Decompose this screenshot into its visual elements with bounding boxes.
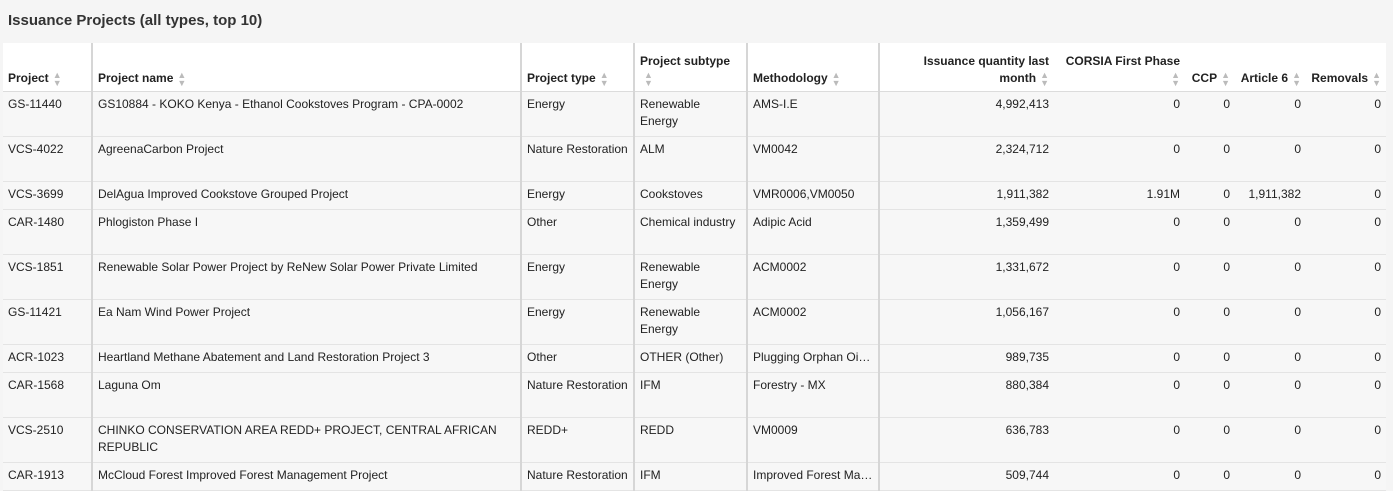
- cell-project: VCS-2510: [3, 418, 92, 463]
- column-header-project[interactable]: Project ▲ ▼: [3, 43, 92, 92]
- cell-methodology: VM0009: [747, 418, 879, 463]
- cell-project-subtype: Chemical industry: [634, 210, 747, 255]
- cell-project-subtype: Renewable Energy: [634, 300, 747, 345]
- cell-article6: 0: [1235, 92, 1306, 137]
- column-header-removals[interactable]: Removals ▲ ▼: [1306, 43, 1386, 92]
- sort-icon[interactable]: ▲ ▼: [177, 69, 187, 88]
- cell-project-type: Energy: [521, 255, 634, 300]
- cell-article6: 0: [1235, 463, 1306, 491]
- cell-article6: 0: [1235, 210, 1306, 255]
- cell-methodology: ACM0002: [747, 255, 879, 300]
- cell-project-subtype: IFM: [634, 463, 747, 491]
- cell-issuance: 636,783: [879, 418, 1054, 463]
- cell-project-subtype: OTHER (Other): [634, 345, 747, 373]
- cell-project-subtype: IFM: [634, 373, 747, 418]
- cell-project: CAR-1568: [3, 373, 92, 418]
- cell-issuance: 880,384: [879, 373, 1054, 418]
- cell-issuance: 4,992,413: [879, 92, 1054, 137]
- table-row[interactable]: [3, 182, 1386, 210]
- table-row[interactable]: [3, 418, 1386, 463]
- sort-icon[interactable]: ▲ ▼: [52, 69, 62, 88]
- cell-corsia: 0: [1054, 255, 1185, 300]
- cell-methodology: Forestry - MX: [747, 373, 879, 418]
- cell-project-type: Other: [521, 210, 634, 255]
- table-row[interactable]: [3, 463, 1386, 491]
- cell-project-name: Ea Nam Wind Power Project: [92, 300, 521, 345]
- cell-project-subtype: ALM: [634, 137, 747, 182]
- cell-project-name: CHINKO CONSERVATION AREA REDD+ PROJECT, CENTRAL AFRICAN REPUBLIC: [92, 418, 521, 463]
- sort-icon[interactable]: ▲ ▼: [831, 69, 841, 88]
- cell-ccp: 0: [1185, 300, 1235, 345]
- cell-project-subtype: Cookstoves: [634, 182, 747, 210]
- cell-ccp: 0: [1185, 463, 1235, 491]
- cell-project-subtype: Renewable Energy: [634, 255, 747, 300]
- cell-project: CAR-1913: [3, 463, 92, 491]
- column-header-project-type[interactable]: Project type ▲ ▼: [521, 43, 634, 92]
- cell-corsia: 0: [1054, 345, 1185, 373]
- cell-corsia: 0: [1054, 137, 1185, 182]
- cell-issuance: 989,735: [879, 345, 1054, 373]
- cell-methodology: AMS-I.E: [747, 92, 879, 137]
- cell-methodology: Improved Forest Ma…: [747, 463, 879, 491]
- cell-project-subtype: REDD: [634, 418, 747, 463]
- column-header-ccp[interactable]: CCP ▲ ▼: [1185, 43, 1235, 92]
- cell-ccp: 0: [1185, 345, 1235, 373]
- sort-icon[interactable]: ▲ ▼: [599, 69, 609, 88]
- cell-project-name: AgreenaCarbon Project: [92, 137, 521, 182]
- cell-project-type: REDD+: [521, 418, 634, 463]
- cell-corsia: 0: [1054, 92, 1185, 137]
- cell-article6: 1,911,382: [1235, 182, 1306, 210]
- sort-icon[interactable]: ▲ ▼: [1171, 69, 1180, 88]
- cell-methodology: Adipic Acid: [747, 210, 879, 255]
- cell-project: GS-11440: [3, 92, 92, 137]
- table-row[interactable]: [3, 345, 1386, 373]
- cell-corsia: 0: [1054, 463, 1185, 491]
- cell-project-type: Energy: [521, 182, 634, 210]
- cell-removals: 0: [1306, 182, 1386, 210]
- cell-ccp: 0: [1185, 255, 1235, 300]
- table-row[interactable]: [3, 300, 1386, 345]
- cell-removals: 0: [1306, 92, 1386, 137]
- cell-project-type: Energy: [521, 300, 634, 345]
- table-row[interactable]: [3, 92, 1386, 137]
- sort-icon[interactable]: ▲ ▼: [1221, 69, 1230, 88]
- cell-corsia: 0: [1054, 418, 1185, 463]
- issuance-table: [3, 43, 1386, 491]
- table-row[interactable]: [3, 255, 1386, 300]
- cell-article6: 0: [1235, 345, 1306, 373]
- cell-issuance: 1,331,672: [879, 255, 1054, 300]
- cell-ccp: 0: [1185, 373, 1235, 418]
- column-header-article6[interactable]: Article 6 ▲ ▼: [1235, 43, 1306, 92]
- cell-ccp: 0: [1185, 418, 1235, 463]
- table-row[interactable]: [3, 373, 1386, 418]
- cell-removals: 0: [1306, 300, 1386, 345]
- column-header-project-subtype[interactable]: Project subtype▲ ▼: [634, 43, 747, 92]
- cell-project: ACR-1023: [3, 345, 92, 373]
- cell-project-name: Heartland Methane Abatement and Land Restoration Project 3: [92, 345, 521, 373]
- cell-project-type: Other: [521, 345, 634, 373]
- cell-issuance: 1,056,167: [879, 300, 1054, 345]
- column-header-methodology[interactable]: Methodology ▲ ▼: [747, 43, 879, 92]
- cell-article6: 0: [1235, 418, 1306, 463]
- cell-project: GS-11421: [3, 300, 92, 345]
- cell-project-name: GS10884 - KOKO Kenya - Ethanol Cookstoves Program - CPA-0002: [92, 92, 521, 137]
- cell-project-name: Laguna Om: [92, 373, 521, 418]
- cell-corsia: 0: [1054, 300, 1185, 345]
- cell-methodology: ACM0002: [747, 300, 879, 345]
- cell-project: VCS-4022: [3, 137, 92, 182]
- cell-article6: 0: [1235, 255, 1306, 300]
- cell-removals: 0: [1306, 137, 1386, 182]
- cell-removals: 0: [1306, 210, 1386, 255]
- cell-article6: 0: [1235, 373, 1306, 418]
- cell-issuance: 509,744: [879, 463, 1054, 491]
- cell-ccp: 0: [1185, 210, 1235, 255]
- column-header-project-name[interactable]: Project name ▲ ▼: [92, 43, 521, 92]
- cell-project-type: Nature Restoration: [521, 463, 634, 491]
- cell-ccp: 0: [1185, 92, 1235, 137]
- cell-corsia: 1.91M: [1054, 182, 1185, 210]
- cell-project-name: Phlogiston Phase I: [92, 210, 521, 255]
- header-row: [3, 43, 1386, 92]
- cell-project: VCS-1851: [3, 255, 92, 300]
- cell-methodology: VM0042: [747, 137, 879, 182]
- cell-project: VCS-3699: [3, 182, 92, 210]
- data-table: [3, 43, 1386, 491]
- sort-icon[interactable]: ▲ ▼: [1292, 69, 1301, 88]
- cell-corsia: 0: [1054, 210, 1185, 255]
- cell-corsia: 0: [1054, 373, 1185, 418]
- cell-issuance: 2,324,712: [879, 137, 1054, 182]
- sort-icon[interactable]: ▲ ▼: [1040, 69, 1049, 88]
- cell-methodology: Plugging Orphan Oi…: [747, 345, 879, 373]
- cell-project-type: Energy: [521, 92, 634, 137]
- sort-icon[interactable]: ▲ ▼: [1372, 69, 1381, 88]
- cell-issuance: 1,911,382: [879, 182, 1054, 210]
- column-header-corsia[interactable]: CORSIA First Phase▲ ▼: [1054, 43, 1185, 92]
- cell-removals: 0: [1306, 418, 1386, 463]
- cell-removals: 0: [1306, 255, 1386, 300]
- cell-ccp: 0: [1185, 182, 1235, 210]
- cell-issuance: 1,359,499: [879, 210, 1054, 255]
- cell-project-name: Renewable Solar Power Project by ReNew Solar Power Private Limited: [92, 255, 521, 300]
- table-row[interactable]: [3, 210, 1386, 255]
- cell-article6: 0: [1235, 300, 1306, 345]
- cell-removals: 0: [1306, 463, 1386, 491]
- cell-article6: 0: [1235, 137, 1306, 182]
- cell-ccp: 0: [1185, 137, 1235, 182]
- cell-removals: 0: [1306, 345, 1386, 373]
- page-title: Issuance Projects (all types, top 10): [8, 12, 263, 29]
- cell-project-type: Nature Restoration: [521, 137, 634, 182]
- cell-project-type: Nature Restoration: [521, 373, 634, 418]
- cell-project: CAR-1480: [3, 210, 92, 255]
- sort-icon[interactable]: ▲ ▼: [644, 69, 653, 88]
- cell-removals: 0: [1306, 373, 1386, 418]
- cell-project-name: McCloud Forest Improved Forest Management Project: [92, 463, 521, 491]
- cell-project-name: DelAgua Improved Cookstove Grouped Project: [92, 182, 521, 210]
- column-header-issuance[interactable]: Issuance quantity last month ▲ ▼: [879, 43, 1054, 92]
- cell-methodology: VMR0006,VM0050: [747, 182, 879, 210]
- table-row[interactable]: [3, 137, 1386, 182]
- cell-project-subtype: Renewable Energy: [634, 92, 747, 137]
